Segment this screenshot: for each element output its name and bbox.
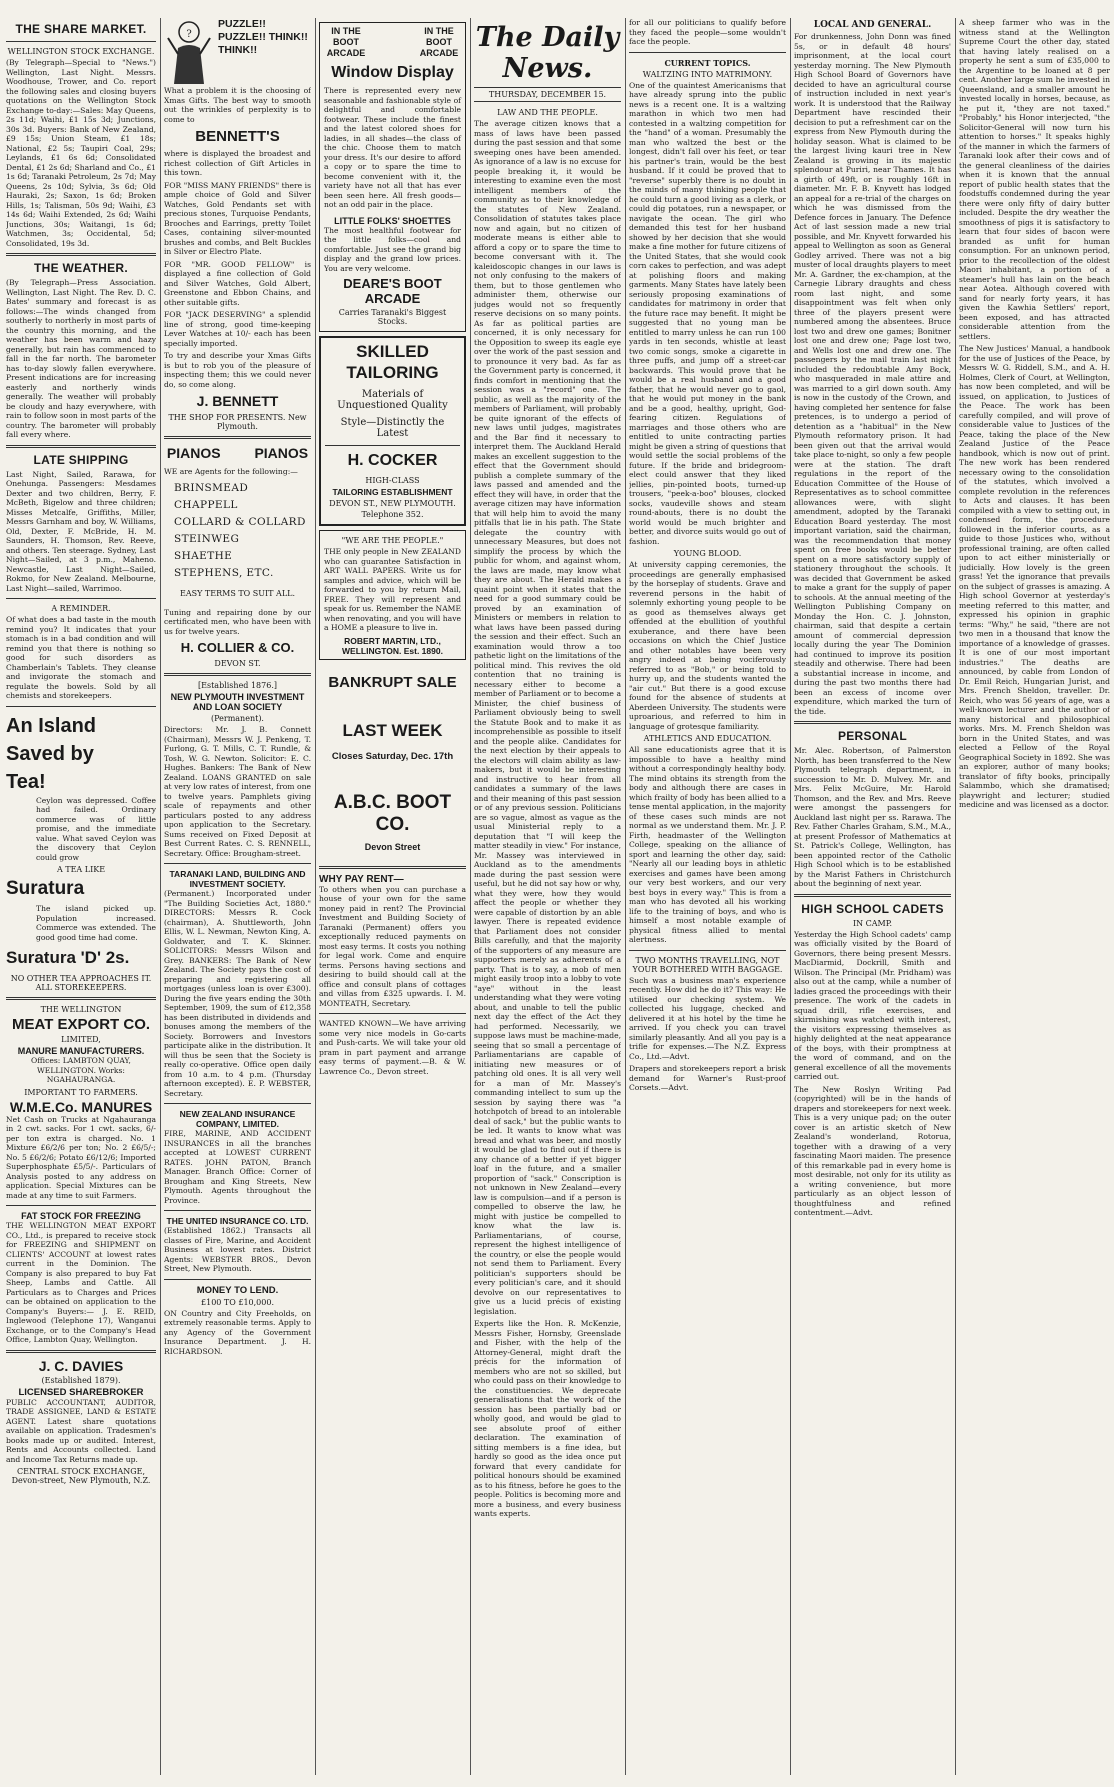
investment-heading: NEW PLYMOUTH INVESTMENT AND LOAN SOCIETY: [170, 692, 305, 712]
cocker-telephone: Telephone 352.: [361, 510, 424, 519]
divider: [6, 1350, 156, 1353]
arcade-header: [324, 26, 461, 59]
fat-stock-heading: FAT STOCK FOR FREEZING: [21, 1211, 141, 1221]
cocker-address: DEVON ST., NEW PLYMOUTH.: [329, 499, 456, 508]
athletics-article: All sane educationists agree that it is impossible to have a healthy mind without a correspondingly healthy body. The mind obtains its strength from the body and although there are cases in which frailty of body has been allied to a tense mental application, in the majority of these cases such minds are not normal as we understand them. Mr. J. P. Firth, headmaster of the Wellington College, speaking on the alliance of sport and learning the other day, said: "Nearly all our leading boys in athletic exercises and games have been among our very best workers, and our very best boys in every way." This is from a man who has devoted all his working life to the training of boys, and who is himself a most notable example of physical fitness allied to mental alertness.: [629, 745, 786, 944]
why-pay-rent-heading: WHY PAY RENT—: [319, 873, 404, 885]
divider: [6, 253, 156, 256]
meat-export-name: MEAT EXPORT CO.: [11, 1016, 151, 1033]
young-blood-article: At university capping ceremonies, the proceedings are generally emphasised by the horseplay of students. Grave and reverend persons in the habit of solemnly exhorting young people to be as good as themselves always get offended at the ebullition of youthful exuberance, and there have been occasions on which the Chief Justice and other notables have been very angry indeed at being vociferously referred to as "Bob," or being told to hurry up, and the students wanted the "air cut." But there is a good excuse found for the absence of students at Aberdeen University. The students were uproarious, and referred to him in language of grotesque familiarity.: [629, 560, 786, 731]
young-blood-heading: YOUNG BLOOD.: [673, 549, 742, 558]
reminder-heading: A REMINDER.: [51, 604, 111, 613]
column-3: [319, 18, 466, 1775]
united-insurance-body: (Established 1862.) Transacts all classes of Fire, Marine, and Accident Business at lowest rates. District Agents: WEBSTER BROS., Devon Street, New Plymouth.: [164, 1226, 311, 1273]
money-to-lend-heading: MONEY TO LEND.: [196, 1284, 279, 1296]
divider: [6, 41, 156, 42]
tea-ad-body: Ceylon was depressed. Coffee had failed. Ordinary commerce was of little promise, and the immediate value. What saved Ceylon was the discovery that Ceylon could grow: [36, 795, 156, 862]
divider: [6, 1205, 156, 1206]
column-1: [6, 18, 156, 1775]
abc-boot-co: A.B.C. BOOT CO.: [333, 791, 452, 835]
davies-footer: CENTRAL STOCK EXCHANGE, Devon-street, New Plymouth, N.Z.: [11, 1467, 151, 1485]
in-camp-heading: IN CAMP.: [852, 918, 893, 928]
taranaki-land-heading: TARANAKI LAND, BUILDING AND INVESTMENT SOCIETY.: [169, 869, 306, 889]
bennetts-body: where is displayed the broadest and richest collection of Gift Articles in this town.: [164, 149, 311, 177]
divider: [164, 436, 311, 439]
manures-prices: Net Cash on Trucks at Ngahauranga in 2 cwt. sacks. For 1 cwt. sacks, 6/- per ton extra is charged. No. 1 Mixture £6/2/6 per ton; No. 2 £6/5/-; No. 5 £6/2/6; Potato £6/12/6; Imported Superphosphate £5/5/-. Particulars of Analysis posted to any address on application. Special Mixtures can be made at any time to suit Farmers.: [6, 1114, 156, 1200]
divider: [629, 52, 786, 53]
cocker-name: H. COCKER: [347, 452, 438, 469]
divider: [164, 1103, 311, 1104]
puzzle-body: What a problem it is the choosing of Xmas Gifts. The best way to smooth out the wrinkles of perplexity is to come to: [164, 86, 311, 124]
divider: [164, 863, 311, 864]
deares-subheading: Carries Taranaki's Biggest Stocks.: [338, 308, 447, 326]
divider: [164, 673, 311, 676]
important-to-farmers: IMPORTANT TO FARMERS.: [24, 1087, 138, 1097]
suratura-headline: Suratura: [6, 878, 85, 899]
no-other-tea: NO OTHER TEA APPROACHES IT. ALL STOREKEEPERS.: [10, 974, 152, 992]
column-4: [474, 18, 621, 1775]
divider: [6, 598, 156, 599]
tea-ad-headline-3: Tea!: [6, 770, 46, 793]
collier-name: H. COLLIER & CO.: [180, 640, 295, 655]
j-bennett-name: J. BENNETT: [196, 393, 279, 409]
cadets-article: Yesterday the High School cadets' camp was officially visited by the Board of Governors, there being present Messrs. MacDiarmid, Dockrill, Smith and Wilson. The Principal (Mr. Pridham) was also out at the camp, while a number of ladies graced the proceedings with their presence. The work of the cadets in squad drill, rifle exercises, and skirmishing was watched with interest, the visitors expressing themselves as highly delighted at the neat appearance of the boys, with their promptness at the word of command, and on the general excellence of all the movements carried out.: [794, 929, 951, 1081]
style-text: Style—Distinctly the Latest: [340, 417, 445, 439]
column-6: [794, 18, 951, 1775]
svg-text:?: ?: [186, 29, 192, 40]
divider: [325, 445, 460, 446]
why-pay-rent-body: To others when you can purchase a house of your own for the same money paid in rent? The Provincial Investment and Building Society of Taranaki (Permanent) offers you exceptionally reduced payments on most easy terms. It costs you nothing for legal work. Come and enquire terms. Persons having sections and desiring to build should call at the office and consult plans of cottages and villas from £325 upwards. I. M. MONTEATH, Secretary.: [319, 884, 466, 1008]
davies-title: LICENSED SHAREBROKER: [18, 1386, 144, 1398]
investment-established: [Established 1876.]: [198, 681, 277, 690]
tea-ad-headline-1: An Island: [6, 714, 97, 737]
piano-brand: BRINSMEAD: [174, 481, 249, 494]
bankrupt-sale-heading: BANKRUPT SALE: [328, 673, 457, 691]
investment-body: Directors: Mr. J. B. Connett (Chairman), Messrs W. J. Penkeng, T. Furlong, G. T. Mills, C. T. Rundle, & Tosh, W. G. Newton. Solicitor: E. C. Hughes. Bankers: The Bank of New Zealand. LOANS GRANTED on sale at very low rates of interest, from one to twelve years. Pamphlets giving scale of repayments and other particulars posted to any address upon application to the Secretary. Sums received on Fixed Deposit at Best Current Rates. C. S. RENNELL, Secretary. Office: Brougham-street.: [164, 725, 311, 858]
bennetts-heading: BENNETT'S: [195, 128, 280, 145]
nz-insurance-heading: NEW ZEALAND INSURANCE COMPANY, LIMITED.: [179, 1109, 296, 1129]
easy-terms: EASY TERMS TO SUIT ALL.: [180, 588, 295, 598]
money-amount: £100 TO £10,000.: [201, 1297, 274, 1307]
little-folks-heading: LITTLE FOLKS' SHOETTES: [334, 215, 451, 226]
newspaper-nameplate: The Daily News.: [475, 22, 620, 84]
tea-like: A TEA LIKE: [56, 865, 106, 874]
we-are-the-people: "WE ARE THE PEOPLE.": [341, 536, 444, 545]
boot-arcade-ad: [319, 22, 466, 332]
column-rule: [160, 18, 161, 1775]
weather-heading: THE WEATHER.: [33, 261, 129, 275]
meat-export-limited: LIMITED,: [61, 1035, 101, 1044]
weather-article: (By Telegraph—Press Association. Wellington, Last Night. The Rev. D. C. Bates' summary and forecast is as follows:—The winds changed from southerly to northerly in most parts of the country this morning, and the weather has been warm and hazy generally, but rain has commenced to fall in the far north. The barometer has to-day slowly fallen everywhere. Present indications are for increasing easterly and northerly winds generally. The weather will probably be cloudy and hazy everywhere, with rain to follow soon in most parts of the country. The barometer will probably fall every where.: [6, 278, 156, 439]
window-display-heading: Window Display: [331, 64, 454, 81]
divider: [629, 950, 786, 951]
waltzing-heading: WALTZING INTO MATRIMONY.: [642, 69, 773, 79]
little-folks-body: The most healthful footwear for the little folks—cool and comfortable. Just see the grand big display and the grand low prices. You are very welcome.: [324, 225, 461, 273]
high-class: HIGH-CLASS: [365, 476, 420, 485]
local-general-article: For drunkenness, John Donn was fined 5s, or in default 48 hours' imprisonment, at the local court yesterday morning. The New Plymouth High School Board of Governors have decided to have an agricultural course of instruction included in next year's work. It is understood that the Railway Department have rescinded their decision to put a refreshment car on the express from New Plymouth during the holiday season. What is claimed to be the largest living kauri tree in New Zealand is growing in its majestic splendour at Puriri, near Thames. It has a girth of 49ft, or is roughly 16ft in diameter. Mr. F. B. Knyvett has lodged an appeal for a re-trial of the charges on which he was dismissed from the Defence forces in January. The Defence Act of last session made a new trial possible, and Mr. Knyvett forwarded his appeal to Wellington as soon as General Godley arrived. There was not a big muster of local draughts players to meet Mr. A. Gardner, the ex-champion, at the Carnegie Library draughts and chess room last night, and some disappointment was felt when only three of the players present were numbered among the absentees. Bruce lost two and drew one games; Bonitner lost one and drew one; Page lost two, and Wells lost one and drew one. The passengers by the mail train last night included the redoubtable Amy Bock, who masqueraded in male attire and was married to a girl down south. Amy is now in the custody of the Crown, and having completed her sentence for false pretences, is to undergo a period of detention as a "habitual" in the New Plymouth reformatory prison. It had been given out that the arrival would take place to-night, so only a few people were at the station. The draft regulations in the report of the Education Committee of the House of Representatives as to school committee allowances were, with slight amendment, adopted by the Taranaki Education Board yesterday. The most important variation, said the chairman, was the recommendation that money spent on free books would be better spent on a more satisfactory supply of stationery throughout the schools. It was decided that Government be asked to make a grant for the supply of paper to schools. At the annual meeting of the Wellington Publishing Company on Monday the Hon. C. J. Johnston, chairman, said that despite a certain amount of commercial depression locally during the year The Dominion had continued to improve its position steadily and otherwise. There had been a substantial increase in income, and during the past two months there had been an excess of income over expenditure, which marked the turn of the tide.: [794, 32, 951, 716]
cadets-heading: HIGH SCHOOL CADETS: [801, 901, 944, 916]
divider: [319, 866, 466, 869]
divider: [164, 1210, 311, 1211]
agents-for: WE are Agents for the following:—: [164, 467, 298, 476]
arcade-body: There is represented every new seasonable and fashionable style of delightful and comfortable footwear. These include the finest and the latest colored shoes for ladies, in all shades—the class of the chic. Choose them to match your dress. It's our desire to afford a copy or to spare the time to become convenient with it, the variety have not all that has ever been seen here. All fresh goods—not an odd pair in the place.: [324, 86, 461, 209]
piano-brand: COLLARD & COLLARD: [174, 515, 306, 528]
divider: [6, 997, 156, 1000]
current-topics-heading: CURRENT TOPICS.: [664, 57, 751, 68]
personal-article: Mr. Alec. Robertson, of Palmerston North, has been transferred to the New Plymouth telegraph department, in succession to Mr. D. Mulvey. Mr. and Mrs. Felix McGuire, Mr. Harold Thomson, and the Rev. and Mrs. Reeve were amongst the passengers for Auckland last night per ss. Rarawa. The Rev. Father Charles Graham, S.M., M.A., at present Professor of Mathematics at St. Patrick's College, Wellington, has been appointed rector of the Catholic High School which is to be established by the Marist Fathers in Christchurch about the beginning of next year.: [794, 746, 951, 888]
column-rule: [470, 18, 471, 1775]
law-article: The average citizen knows that a mass of laws have been passed during the past session and that some sweeping ones have been amended. As ignorance of a law is no excuse for people breaking it, it would be interesting to examine even the most intelligent members of the community as to their knowledge of the statutes of New Zealand. Consolidation of statutes takes place now and again, but no citizen of moderate means is either able to afford a copy or to spare the time to become conversant with it. The kaleidoscopic changes in our laws is not only confusing to the makers of them, but to those gentlemen who administer them, otherwise our judges would not so frequently reserve decisions on so many points. As far as political parties are concerned, it is only necessary for the Opposition to sweep its eagle eye over the work of the past session and to pronounce it very bad. As far as the Government party is concerned, it finds comfort in mentioning that the session was a "record" one. The public, as well as the majority of the members of Parliament, will probably be quite ignorant of the effects of new laws until judges, magistrates and the Bar find it necessary to interpret them. The Auckland Herald makes an excellent suggestion to the effect that the Government should publish a complete summary of the laws passed and amended and the effect they will have, in order that the average citizen may have information that will help him to avoid the many pitfalls that lie in his path. The State delegate the country with unnecessary Measures, but does not simplify the process by which the public for whom, and against whom, the laws are made, may know what they are about. The Herald makes a quaint point when it states that the need for a good summary could be proved by an examination of Ministers or members in relation to what laws have been passed during the session and their effect. Such an examination would throw a too pathetic light on the limitations of the political mind. This revives the old contention that no training is necessary either to become a member of Parliament or to become a Minister, the chief business of Parliament obviously being to swell the Statute Book and to make it as incomprehensible as possible to itself and the people alike. Candidates for the next election by their appeals to the electors will claim ability as law-makers, but it would be interesting and instructive to hear from all candidates a summary of the laws and their meaning of this past session or of any previous session. Politicians are so vague, almost as vague as the usual Ministerial reply to a deputation that "I will keep the matter steadily in view." For instance, Mr. Massey was interviewed in Auckland as to the amendments made during the past session were useful, but he did not say how or why, what they were, how they would affect the people or whether they were capable of distortion by an able lawyer. There is repeated evidence that Parliament does not consider Bills carefully, and that the majority of the supporters of any measure are supporters merely as adherents of a party. That is to say, a mob of men might easily troop into a lobby to vote "aye" without in the least understanding what they were voting about, and unable to tell the public next day the effect of the Act they had performed. Necessarily, we suppose laws must be machine-made, seeing that so small a percentage of Parliamentarians are capable of initiating new measures or of patching old ones. It is all very well for a man of Mr. Massey's commanding intellect to sum up the session by saying there was "a hotchpotch of bread to an intolerable deal of sack," but the public wants to be led. It wants to know what was bread and what was beer, and mostly it would be glad to find out if there is any chance of a better if yet bigger loaf in the future, and a smaller proportion of "sack." Conscription is not unknown in New Zealand—every law is compulsion—and if a person is compelled to observe the law, he might with justice be compelled to know what the law is. Parliamentarians, of course, represent the highest intelligence of the country, or else the people would not send them to Parliament. Every politician's supporters should be every politician's care, and it should devolve on our representatives to give us a lucid précis of existing legislation.: [474, 119, 621, 1316]
pianos-heading: PIANOS PIANOS: [166, 445, 309, 461]
divider: [794, 721, 951, 724]
puzzle-illustration: [164, 18, 214, 86]
athletics-heading: ATHLETICS AND EDUCATION.: [643, 734, 772, 743]
dateline: THURSDAY, DECEMBER 15.: [474, 87, 621, 102]
last-week-heading: LAST WEEK: [342, 720, 443, 740]
drapers-note: Drapers and storekeepers report a brisk demand for Warner's Rust-proof Corsets.—Advt.: [629, 1064, 786, 1092]
column-7: [959, 18, 1110, 1775]
column-5: [629, 18, 786, 1775]
travelling-article: Such was a business man's experience recently. How did he do it? This way: He utilised our checking system. We collected his luggage, checked and delivered it at his hotel by the time he arrived. If you check you can travel similarly pleasantly. And all you pay is a trifle for expenses.—The N.Z. Express Co., Ltd.—Advt.: [629, 975, 786, 1061]
column-rule: [315, 18, 316, 1775]
column-rule: [955, 18, 956, 1775]
wmeco-manures: W.M.E.Co. MANURES: [9, 1098, 153, 1115]
column-rule: [790, 18, 791, 1775]
reminder-advert: Of what does a bad taste in the mouth remind you? It indicates that your stomach is in a bad condition and will remind you that there is nothing so good for such disorders as Chamberlain's Tablets. They cleanse and invigorate the stomach and regulate the bowels. Sold by all chemists and storekeepers.: [6, 615, 156, 700]
local-general-heading: LOCAL AND GENERAL.: [813, 20, 932, 30]
stock-exchange-subhead: WELLINGTON STOCK EXCHANGE.: [7, 47, 155, 56]
davies-name: J. C. DAVIES: [38, 1357, 124, 1374]
travelling-heading: TWO MONTHS TRAVELLING, NOT YOUR BOTHERED WITH BAGGAGE.: [632, 955, 783, 974]
divider: [6, 445, 156, 448]
tailoring-establishment: TAILORING ESTABLISHMENT: [332, 487, 453, 497]
nz-insurance-body: FIRE, MARINE, AND ACCIDENT INSURANCES in all the branches accepted at LOWEST CURRENT RATES. JOHN PATON, Branch Manager. Branch Office: Corner of Brougham and King Streets, New Plymouth. Agents throughout the Province.: [164, 1129, 311, 1205]
piano-brand: STEINWEG: [174, 532, 240, 545]
wallpaper-body: THE only people in New ZEALAND who can guarantee Satisfaction in ART WALL PAPERS. Write us for samples and advice, which will be forwarded to you by return Mail, FREE. They will represent and speak for us. Remember the NAME when renovating, and you will have a HOME a pleasure to live in.: [324, 547, 461, 632]
fat-stock-body: THE WELLINGTON MEAT EXPORT CO., Ltd., is prepared to receive stock for FREEZING and SHIPMENT on CLIENTS' ACCOUNT at lowest rates current in the Dominion. The Company is also prepared to buy Fat Sheep, Lambs and Cattle. All Particulars as to Charges and Prices can be obtained on application to the Company's Buyers:— J. E. REID, Inglewood (Telephone 17), Wanganui Exchange, or to the Company's Head Office, Lambton Quay, Wellington.: [6, 1221, 156, 1344]
roslyn-advert: The New Roslyn Writing Pad (copyrighted) will be in the hands of drapers and storekeepers for next week. This is a very unique pad; on the outer cover is an artistic sketch of New Zealand's wonderland, Rotorua, together with a drawing of a very fascinating Maori maiden. The presence of this remarkable pad in every home is most desirable, not only for its utility as a writing convenience, but more particularly as an object lesson of thoughtfulness and refined contentment.—Advt.: [794, 1084, 951, 1217]
suratura-body: The island picked up. Population increased. Commerce was extended. The good good time had come.: [36, 904, 156, 942]
waltzing-article: One of the quaintest Americanisms that have already sprung into the public news is a recent one. It is a waltzing marathon in which two men had contested in a waltzing competition for the "hand" of a woman. Presumably the man who waltzed the best or the longest, didn't fall over his feet, or tear his partner's train, would be the best husband. If it could be proved that to "reverse" superbly there is no doubt in the minds of many thinking people that he could turn a good living as a clerk, or could dig potatoes, run a newspaper, or navigate the ocean. The girl who demanded this test for her husband showed by her decision that she would make a fine mother for future citizens of the United States, that she would cook corn cakes to perfection, and was adept at polishing floors and making garments. Many States have lately been seriously proposing examinations of candidates for matrimony in order that the future race may benefit. It might be suggested that no young man be entitled to marry unless he can run 100 yards in ten seconds, whistle at least two comic songs, smoke a cigarette in three puffs, and jump off a street-car backwards. This would prove that he would be a real husband and a good father, that he would never go to gaol, that he would put money in the bank and be a good, healthy, upright, God-fearing citizen. Regulations of marriages and those others who are entitled to unite contracting parties might be given a string of questions that would settle the social problems of the future. If the bride and bridegroom-elect could answer that they liked jellies, pin-pointed boots, turned-up trousers, "peek-a-boo" blouses, clocked socks, vaudeville shows and steam round-abouts, there is no doubt the world would be much brighter and better, and divorce suits would go out of fashion.: [629, 80, 786, 546]
many-friends-text: FOR "MISS MANY FRIENDS" there is ample choice of Gold and Silver Watches, Gold Pendants set with precious stones, Turquoise Pendants, Brooches and Earrings, pretty Toilet Cases, containing silver-mounted brushes and combs, and Belt Buckles in Silver or Electro Plate.: [164, 180, 311, 256]
closes-saturday: Closes Saturday, Dec. 17th: [331, 750, 454, 762]
divider: [164, 1279, 311, 1280]
share-market-heading: THE SHARE MARKET.: [15, 22, 147, 36]
puzzle-ad: [164, 18, 311, 86]
davies-established: (Established 1879).: [41, 1375, 121, 1385]
jack-deserving-text: FOR "JACK DESERVING" a splendid line of strong, good time-keeping Lever Watches at 10/- each has been specially imported.: [164, 310, 311, 348]
piano-brand: STEPHENS, ETC.: [174, 566, 274, 579]
good-fellow-text: FOR "MR. GOOD FELLOW" is displayed a fine collection of Gold and Silver Watches, Gold Albert, Greenstone and Ebbon Chains, and other suitable gifts.: [164, 259, 311, 307]
tuning-text: Tuning and repairing done by our certificated men, who have been with us for twelve years.: [164, 607, 311, 636]
deares-heading: DEARE'S BOOT ARCADE: [343, 276, 442, 306]
arcade-left-label: IN THE BOOT ARCADE: [326, 26, 366, 58]
divider: [319, 1013, 466, 1014]
manure-heading: MANURE MANUFACTURERS.: [17, 1046, 145, 1056]
law-article-continued: Experts like the Hon. R. McKenzie, Messrs Fisher, Hornsby, Greenslade and Fisher, with the help of the Attorney-General, might draft the précis for the information of members who are not so skilled, but who could pass on their knowledge to the constituencies. We deprecate generalisations that the work of the session has been partially bad or wholly good, and would be glad to see absolute proof of either declaration. The examination of sitting members is a fine idea, but hardly so good as the idea once put forward that every candidate for political honours should be examined as to his fitness, before he goes to the people. Politics is becoming more and more a business, and every business wants experts.: [474, 1319, 621, 1518]
money-body: ON Country and City Freeholds, on extremely reasonable terms. Apply to any Agency of the Government Insurance Department. J. H. RICHARDSON.: [164, 1308, 311, 1356]
shipping-article: Last Night, Sailed, Rarawa, for Onehunga. Passengers: Mesdames Dexter and two children, Berry, F. McBeth, Bigelow and three children; Misses Metcalfe, Griffiths, Miller, Messrs Garnham and boy, W. Williams, Old, Dexter, F. McBride, H. M. Saunders, H. Thomson, Rev. Reeve, and others. Ten steerage. Sydney, Last Night—Sailed, at 3 p.m., Maheno. Newcastle, Last Night—Sailed, Rokmo, for New Zealand. Melbourne, Last Night—sailed, Warrimoo.: [6, 469, 156, 593]
tea-ad-headline-2: Saved by: [6, 742, 94, 765]
divider: [6, 706, 156, 707]
investment-permanent: (Permanent).: [211, 714, 264, 723]
davies-body: PUBLIC ACCOUNTANT, AUDITOR, TRADE ASSIGNEE, LAND & ESTATE AGENT. Latest share quotations available on application. Tradesmen's books made up or audited. Interest, Rents and Accounts collected. Land and Income Tax Returns made up.: [6, 1397, 156, 1464]
abc-address: Devon Street: [364, 841, 421, 852]
news-paragraphs-continued: The New Justices' Manual, a handbook for the use of Justices of the Peace, by Messrs W. G. Riddell, S.M., and A. H. Holmes, Clerk of Court, at Wellington, has now been completed, and will be issued, on application, to Justices of the Peace. The work has been carefully compiled, and will prove of considerable value to Justices of the Peace, taking the place of the New Zealand Justice of the Peace handbook, which is now out of print. The new work has been rendered necessary owing to the consolidation of the statutes, which involved a complete revolution in the references to Acts and clauses. It has been compiled with a view to setting out, in condensed form, the procedure followed in the inferior courts, as a guide to those Justices who, without professional training, are often called upon to act either ministerially or judicially. How lovely is the green grass! Yet the ignorance that prevails on the subject of grasses is amazing. A High school Governor at yesterday's meeting referred to this matter, and expressed his opinion in graphic terms: "Why," he said, "there are not two men in a thousand that know the importance of a knowledge of grasses. It is one of our most important industries." The deaths are announced, by cable from London of Dr. Emil Reich, Hungarian Jurist, and Mrs. French Sheldon, traveller. Dr. Reich, who was 56 years of age, was a well-known lecturer and the author of many historical and philosophical works. Mrs. M. French Sheldon was born in the United States, and was elected a Fellow of the Royal Geographical Society in 1892. She was an explorer, author of many books; translator of fifty books, principally Salammbo, which she dramatised; playwright and lecturer; studied medicine and was licensed as a doctor.: [959, 344, 1110, 809]
arcade-right-label: IN THE BOOT ARCADE: [419, 26, 459, 58]
divider: [794, 894, 951, 897]
shipping-heading: LATE SHIPPING: [33, 452, 129, 467]
law-article-tail: for all our politicians to qualify before they faced the people—some wouldn't face the people.: [629, 18, 786, 46]
share-market-article: (By Telegraph—Special to "News.") Wellington, Last Night. Messrs. Woodhouse, Trower, and Co. report the following sales and closing buyers quotations on the Wellington Stock Exchange to-day:—Sales: May Queens, 2s 11d; Waihi, £1 15s 3d; Junctions, 30s 3d. Buyers: Bank of New Zealand, £9 15s; Union Steam, £1 18s; National, £2 5s; Taupiri Coal, 29s; Leylands, £1 6s 6d; Consolidated Dental, £1 2s 6d; Sharland and Co., £1 1s 6d; Taranaki Petroleum, 2s 7d; May Queens, 2s 10d; Sylvia, 3s 6d; Old Hauraki, 2s; Saxon, 1s 6d; Broken Hills, 1s; Talisman, 50s 9d; Waihi, £3 14s 6d; Waihi Extended, 2s 6d; Waihi Junctions, 30s; Waitangi, 1s 6d; Watchmen, 3s; Occidental, 5d; Consolidated, 19s 3d.: [6, 58, 156, 248]
united-insurance-heading: THE UNITED INSURANCE CO. LTD.: [166, 1216, 309, 1226]
shop-for-presents: THE SHOP FOR PRESENTS. New Plymouth.: [168, 413, 307, 431]
taranaki-land-body: (Permanent.) Incorporated under "The Building Societies Act, 1880." DIRECTORS: Messrs R. Cock (chairman), A. Shuttleworth, John Ellis, W. L. Newman, Newton King, A. Goldwater, and T. K. Skinner. SOLICITORS: Messrs Wilson and Grey. BANKERS: The Bank of New Zealand. The Society pays the cost of preparing and registering all mortgages (unless loan is over £300). During the five years ending the 30th September, 1909, the sum of £12,358 has been distributed in dividends and bonuses among the members of the Society. Borrowers and Investors participate alike in the distribution. It will thus be seen that the Society is really co-operative. Office open daily from 10 a.m. to 4 p.m. (Thursday afternoon excepted). E. P. WEBSTER, Secretary.: [164, 889, 311, 1098]
piano-brand: SHAETHE: [174, 549, 233, 562]
wallpaper-ad: [319, 530, 466, 660]
meat-export-small: THE WELLINGTON: [40, 1005, 122, 1014]
collier-address: DEVON ST.: [214, 659, 261, 668]
wanted-known: WANTED KNOWN—We have arriving some very nice models in Go-carts and Push-carts. We will take your old pram in part payment and arrange easy terms of payment.—B. & W. Lawrence Co., Devon street.: [319, 1019, 466, 1076]
robert-martin: ROBERT MARTIN, LTD., WELLINGTON. Est. 1890.: [342, 635, 443, 656]
suratura-2s: Suratura 'D' 2s.: [6, 948, 130, 967]
to-try-text: To try and describe your Xmas Gifts is but to rob you of the pleasure of inspecting them; this we could never do, so come along.: [164, 351, 311, 389]
puzzle-heading: PUZZLE!! PUZZLE!! THINK!! THINK!!: [218, 18, 308, 56]
piano-brand: CHAPPELL: [174, 498, 238, 511]
tailoring-ad: [319, 336, 466, 526]
skilled-tailoring-heading: SKILLED TAILORING: [346, 342, 439, 382]
news-paragraphs: A sheep farmer who was in the witness stand at the Wellington Supreme Court the other day, stated that having lately realised on a property he sent a sum of £35,000 to the Argentine to be loaned at 8 per cent. Another large sum he invested in Queensland, and a smaller amount he invested locally in horses, because, as he put it, "they are not taxed." "Probably," his Honor interjected, "the Solicitor-General will now turn his attention to horses." It speaks highly of the manner in which the farmers of Taranaki look after their cows and of the general cleanliness of the dairies when it is known that the annual report of public health states that the foodstuffs condemned during the year there were only fifty of dairy butter included. Despite the dry weather the smoothness of pigs it is satisfactory to learn that four sides of bacon were branded as unfit for human consumption. For an unknown period, prior to the recollection of the oldest Maori inhabitant, a portion of a steamer's hull has lain on the beach near Aotea. Although covered with sand for nearly forty years, it has given the Kawhia Settlers' report, been exposed, and has attracted considerable attention from the settlers.: [959, 18, 1110, 341]
column-2: [164, 18, 311, 1775]
materials-text: Materials of Unquestioned Quality: [337, 389, 448, 411]
law-heading: LAW AND THE PEOPLE.: [497, 108, 598, 117]
personal-heading: PERSONAL: [837, 729, 908, 743]
column-rule: [625, 18, 626, 1775]
meat-export-offices: Offices: LAMBTON QUAY, WELLINGTON. Works: NGAHAURANGA.: [31, 1056, 131, 1084]
